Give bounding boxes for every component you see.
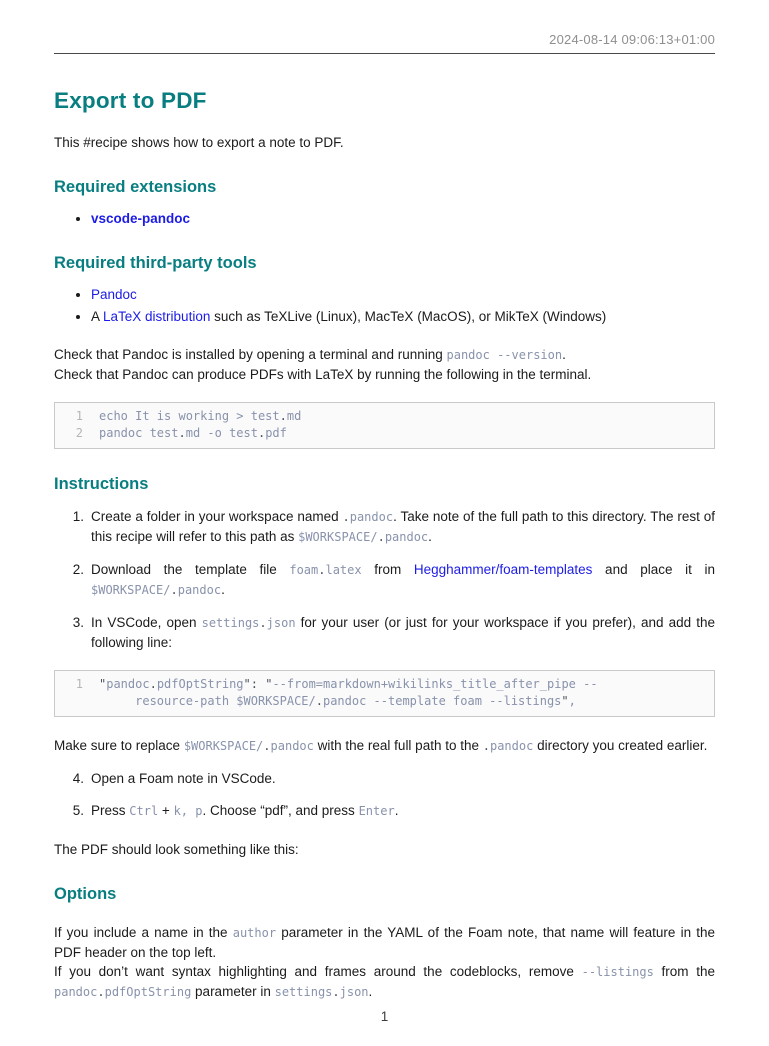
step-number: 3.: [72, 615, 84, 630]
heading-options: Options: [54, 885, 117, 903]
step-number: 2.: [72, 562, 84, 577]
hyperlink[interactable]: vscode-pandoc: [91, 211, 191, 226]
check-pandoc-paragraph: [54, 345, 715, 384]
header-timestamp: 2024-08-14 09:06:13+01:00: [549, 32, 715, 47]
inline-code: --listings: [581, 965, 654, 979]
line-number: 1: [75, 677, 83, 691]
code-line: [65, 425, 704, 442]
inline-code: Ctrl: [129, 804, 159, 818]
code-line: [65, 408, 704, 425]
inline-code: $WORKSPACE/.pandoc: [183, 739, 314, 753]
heading-instructions: Instructions: [54, 475, 149, 493]
text-run: parameter in: [191, 984, 275, 999]
code-text: pandoc test.md -o test.pdf: [99, 426, 287, 440]
text-run: . Choose “pdf”, and press: [202, 803, 359, 818]
text-run: .: [562, 347, 566, 362]
instructions-steps: [54, 507, 715, 652]
text-run: This #recipe shows how to export a note to PDF.: [54, 135, 344, 150]
list-item: [91, 307, 715, 326]
page-footer: [0, 1009, 769, 1024]
text-run: directory you created earlier.: [533, 738, 708, 753]
inline-code: settings.json: [274, 985, 369, 999]
code-text: echo It is working > test.md: [99, 409, 302, 423]
code-text: resource-path $WORKSPACE/.pandoc --template foam --listings",: [99, 694, 576, 708]
step-number: 5.: [72, 803, 84, 818]
hyperlink[interactable]: LaTeX distribution: [103, 309, 211, 324]
heading-third-party-tools: Required third-party tools: [54, 254, 257, 272]
inline-code: pandoc.pdfOptString: [54, 985, 192, 999]
inline-code: $WORKSPACE/.pandoc: [91, 583, 222, 597]
inline-code: pandoc --version: [446, 348, 563, 362]
text-run: Make sure to replace: [54, 738, 184, 753]
code-line: [65, 693, 704, 710]
intro-paragraph: [54, 133, 715, 152]
required-extensions-list: [54, 209, 715, 228]
hyperlink[interactable]: Hegghammer/foam-templates: [413, 562, 593, 577]
text-run: . Take note of the full path to this directory. The rest of this recipe will refer to this path as: [91, 509, 715, 544]
inline-code: .pandoc: [482, 739, 534, 753]
text-run: Check that Pandoc can produce PDFs with LaTeX by running the following in the terminal.: [54, 367, 592, 382]
inline-code: author: [232, 926, 277, 940]
step-item: [54, 507, 715, 547]
inline-code: k, p: [173, 804, 203, 818]
page-number: 1: [380, 1009, 389, 1024]
step-item: [54, 769, 715, 788]
step-text: [91, 801, 715, 821]
text-run: If you include a name in the: [54, 925, 233, 940]
text-run: for your user (or just for your workspace if you prefer), and add the following line:: [91, 615, 716, 650]
hyperlink[interactable]: Pandoc: [91, 287, 137, 302]
text-run: parameter in the YAML of the Foam note, that name will feature in the PDF header on the top left.: [54, 925, 716, 960]
inline-code: settings.json: [201, 616, 296, 630]
text-run: .: [428, 529, 432, 544]
text-run: from: [361, 562, 414, 577]
inline-code: foam.latex: [289, 563, 362, 577]
inline-code: .pandoc: [342, 510, 394, 524]
line-number: 1: [75, 409, 83, 423]
page-title: Export to PDF: [54, 88, 207, 113]
line-number: 2: [75, 426, 83, 440]
instructions-steps-continued: [54, 769, 715, 821]
text-run: with the real full path to the: [313, 738, 483, 753]
make-sure-paragraph: [54, 736, 715, 756]
options-paragraph: [54, 923, 715, 1002]
text-run: .: [394, 803, 399, 818]
text-run: +: [158, 803, 174, 818]
text-run: and place it in: [592, 562, 715, 577]
text-run: In VSCode, open: [91, 615, 202, 630]
text-run: .: [368, 984, 373, 999]
text-run: such as TeXLive (Linux), MacTeX (MacOS), or MikTeX (Windows): [210, 309, 607, 324]
pdf-look-paragraph: The PDF should look something like this:: [54, 842, 299, 857]
text-run: .: [221, 582, 225, 597]
list-item: [91, 209, 715, 228]
text-run: Download the template file: [91, 562, 290, 577]
step-text: [91, 560, 715, 600]
code-text: "pandoc.pdfOptString": "--from=markdown+wikilinks_title_after_pipe --: [99, 677, 598, 691]
line-number: [65, 693, 83, 710]
step-text: [91, 507, 715, 547]
step-number: 1.: [72, 509, 84, 524]
settings-code-block: [54, 670, 715, 717]
step-number: 4.: [72, 771, 84, 786]
code-line: [65, 676, 704, 693]
page-header: [54, 0, 715, 54]
text-run: A: [91, 309, 104, 324]
third-party-tools-list: [54, 285, 715, 326]
text-run: Create a folder in your workspace named: [91, 509, 343, 524]
terminal-code-block: [54, 402, 715, 449]
inline-code: Enter: [358, 804, 395, 818]
text-run: If you don’t want syntax highlighting and frames around the codeblocks, remove: [54, 964, 582, 979]
text-run: Press: [91, 803, 130, 818]
step-item: [54, 560, 715, 600]
heading-required-extensions: Required extensions: [54, 178, 217, 196]
step-item: [54, 613, 715, 652]
inline-code: $WORKSPACE/.pandoc: [298, 530, 429, 544]
text-run: from the: [653, 964, 715, 979]
step-text: [91, 613, 715, 652]
step-text: [91, 769, 715, 788]
list-item: [91, 285, 715, 304]
text-run: Check that Pandoc is installed by opening a terminal and running: [54, 347, 447, 362]
text-run: Open a Foam note in VSCode.: [91, 771, 276, 786]
step-item: [54, 801, 715, 821]
